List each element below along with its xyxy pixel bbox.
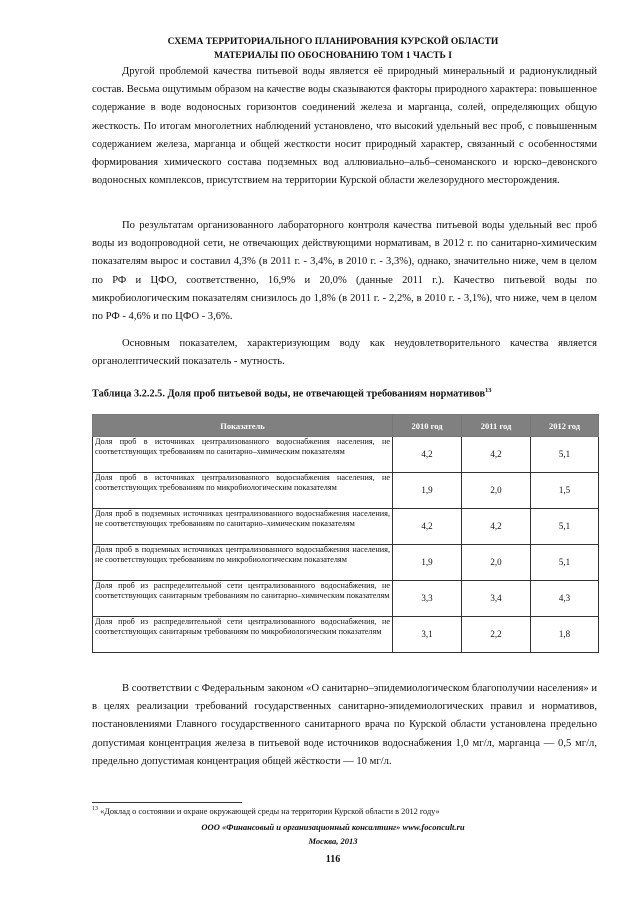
- value-2012: 5,1: [531, 437, 599, 473]
- footnote: [92, 806, 440, 816]
- table-row: [93, 437, 599, 473]
- table-row: [93, 581, 599, 617]
- value-2011: 2,2: [462, 617, 531, 653]
- value-2011: 2,0: [462, 545, 531, 581]
- value-2010: 4,2: [393, 509, 462, 545]
- page-number: 116: [325, 854, 341, 865]
- indicator-cell: Доля проб в подземных источниках централизованного водоснабжения населения, не соответствующих требованиям по санитарно–химическим показателям: [93, 509, 393, 545]
- indicator-cell: Доля проб в подземных источниках централизованного водоснабжения населения, не соответствующих требованиям по микробиологическим показателям: [93, 545, 393, 581]
- value-2011: 4,2: [462, 509, 531, 545]
- water-quality-table: [92, 414, 599, 653]
- value-2011: 4,2: [462, 437, 531, 473]
- header-2011: 2011 год: [462, 415, 531, 437]
- table-caption: Таблица 3.2.2.5. Доля проб питьевой воды, не отвечающей требованиям нормативов$^{13}$: [92, 387, 492, 400]
- footer-city-year: Москва, 2013: [308, 836, 358, 846]
- table-row: [93, 617, 599, 653]
- value-2012: 5,1: [531, 545, 599, 581]
- value-2010: 3,1: [393, 617, 462, 653]
- value-2012: 5,1: [531, 509, 599, 545]
- footnote-text: «Доклад о состоянии и охране окружающей среды на территории Курской области в 2012 году»: [98, 806, 440, 816]
- table-row: [93, 545, 599, 581]
- value-2010: 4,2: [393, 437, 462, 473]
- running-header-subtitle: МАТЕРИАЛЫ ПО ОБОСНОВАНИЮ ТОМ 1 ЧАСТЬ I: [214, 51, 452, 61]
- footnote-reference[interactable]: 13: [485, 387, 492, 394]
- table-row: [93, 473, 599, 509]
- footnote-divider: [92, 802, 242, 803]
- value-2012: 4,3: [531, 581, 599, 617]
- value-2011: 2,0: [462, 473, 531, 509]
- header-indicator: Показатель: [93, 415, 393, 437]
- header-2010: 2010 год: [393, 415, 462, 437]
- value-2010: 3,3: [393, 581, 462, 617]
- paragraph-regulations: В соответствии с Федеральным законом «О санитарно–эпидемиологическом благополучии населения» и в целях реализации требований государственных санитарно-эпидемиологических правил и нормативов, постановлениями Главного государственного санитарного врача по Курской области установлена предельно допустимая концентрация железа в питьевой воде источников водоснабжения 1,0 мг/л, марганца — 0,5 мг/л, предельно допустимая концентрация общей жёсткости — 10 мг/л.: [92, 683, 597, 767]
- paragraph-turbidity: Основным показателем, характеризующим воду как неудовлетворительного качества является органолептический показатель - мутность.: [92, 338, 597, 368]
- footnote-number: 13: [92, 806, 98, 812]
- paragraph-lab-control: По результатам организованного лабораторного контроля качества питьевой воды удельный вес проб воды из водопроводной сети, не отвечающих действующими нормативам, в 2012 г. по санитарно-химическим показателям вырос и составил 4,3% (в 2011 г. - 3,4%, в 2010 г. - 3,3%), однако, значительно ниже, чем в целом по РФ и ЦФО, соответственно, 16,9% и 20,0% (данные 2011 г.). Качество питьевой воды по микробиологическим показателям снизилось до 1,8% (в 2011 г. - 2,2%, в 2010 г. - 3,1%), что ниже, чем в целом по РФ - 4,6% и по ЦФО - 3,6%.: [92, 220, 597, 323]
- indicator-cell: Доля проб из распределительной сети централизованного водоснабжения, не соответствующих санитарным требованиям по микробиологическим показателям: [93, 617, 393, 653]
- indicator-cell: Доля проб в источниках централизованного водоснабжения населения, не соответствующих требованиям по санитарно–химическим показателям: [93, 437, 393, 473]
- indicator-cell: Доля проб из распределительной сети централизованного водоснабжения, не соответствующих санитарным требованиям по санитарно–химическим показателям: [93, 581, 393, 617]
- header-2012: 2012 год: [531, 415, 599, 437]
- value-2012: 1,5: [531, 473, 599, 509]
- running-header-title: СХЕМА ТЕРРИТОРИАЛЬНОГО ПЛАНИРОВАНИЯ КУРСКОЙ ОБЛАСТИ: [167, 37, 499, 47]
- value-2010: 1,9: [393, 473, 462, 509]
- table-row: [93, 509, 599, 545]
- value-2012: 1,8: [531, 617, 599, 653]
- indicator-cell: Доля проб в источниках централизованного водоснабжения населения, не соответствующих требованиям по микробиологическим показателям: [93, 473, 393, 509]
- value-2010: 1,9: [393, 545, 462, 581]
- value-2011: 3,4: [462, 581, 531, 617]
- table-header-row: [93, 415, 599, 437]
- paragraph-natural-composition: Другой проблемой качества питьевой воды является её природный минеральный и радионуклидный состав. Весьма ощутимым образом на качестве воды сказываются факторы природного характера: повышенное содержание в воде водоносных горизонтов соединений железа и марганца, солей, определяющих общую жесткость. По итогам многолетних наблюдений установлено, что высокий удельный вес проб, с повышенным содержанием железа, марганца и общей жесткости носит природный характер, связанный с особенностями формирования химического состава подземных вод аллювиально–альб–сеноманского и юрско–девонского водоносных комплексов, присутствием на территории Курской области железорудного месторождения.: [92, 66, 597, 187]
- footer-company: ООО «Финансовый и организационный консалтинг» www.foconcult.ru: [201, 822, 465, 832]
